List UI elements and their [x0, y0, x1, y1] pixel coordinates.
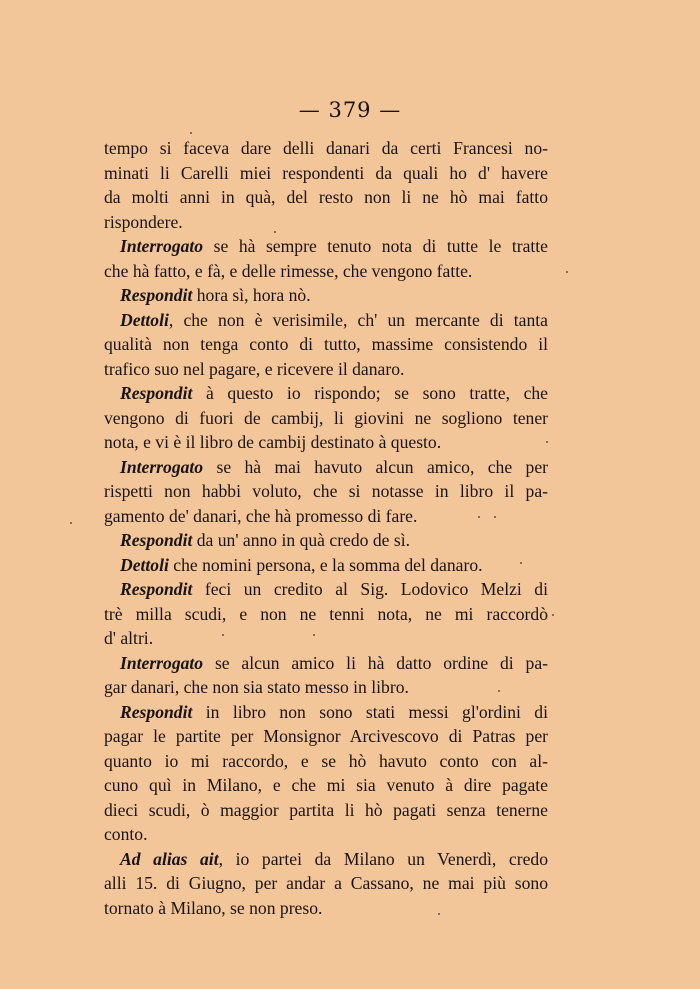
text-line	[104, 528, 548, 553]
text-line: nota, e vi è il libro de cambij destinato à questo.	[104, 432, 442, 452]
print-speck	[70, 522, 72, 524]
print-speck	[274, 231, 276, 233]
body-text	[104, 136, 548, 920]
print-speck	[478, 516, 480, 518]
speaker-label: Interrogato	[120, 456, 204, 477]
line-text: in libro non sono stati messi gl'ordini di	[192, 701, 548, 722]
print-speck	[520, 562, 522, 564]
text-line	[104, 455, 548, 480]
print-speck	[546, 441, 548, 443]
text-line	[104, 847, 548, 872]
print-speck	[190, 132, 192, 134]
line-text: se hà mai havuto alcun amico, che per	[203, 456, 548, 477]
text-line: alli 15. di Giugno, per andar a Cassano, ne mai più sono	[104, 873, 548, 893]
text-line: d' altri.	[104, 628, 154, 648]
text-line: pagar le partite per Monsignor Arcivescovo di Patras per	[104, 726, 548, 746]
text-line: tempo si faceva dare delli danari da certi Francesi no-	[104, 138, 548, 158]
line-text: se alcun amico li hà datto ordine di pa-	[203, 652, 548, 673]
speaker-label: Respondit	[120, 530, 193, 550]
text-line: dieci scudi, ò maggior partita li hò pagati senza tenerne	[104, 799, 548, 820]
line-text: che nomini persona, e la somma del danaro.	[168, 554, 483, 575]
line-text: da un' anno in quà credo de sì.	[192, 530, 410, 550]
text-line	[104, 234, 548, 259]
speaker-label: Respondit	[120, 701, 193, 722]
text-line: rispetti non habbi voluto, che si notasse in libro il pa-	[104, 481, 548, 501]
speaker-label: Dettoli	[120, 554, 169, 575]
line-text: , io partei da Milano un Venerdì, credo	[218, 848, 548, 869]
print-speck	[313, 634, 315, 636]
print-speck	[438, 913, 440, 915]
print-speck	[222, 634, 224, 636]
text-line: conto.	[104, 824, 148, 844]
text-line: qualità non tenga conto di tutto, massime consistendo il	[104, 334, 548, 354]
text-line: cuno quì in Milano, e che mi sia venuto à dire pagate	[104, 775, 548, 795]
text-line: gar danari, che non sia stato messo in libro.	[104, 677, 409, 697]
text-line: quanto io mi raccordo, e se hò havuto conto con al-	[104, 750, 548, 771]
text-line: tornato à Milano, se non preso.	[104, 897, 323, 918]
text-line	[104, 308, 548, 333]
text-line: trafico suo nel pagare, e ricevere il danaro.	[104, 358, 405, 379]
print-speck	[498, 690, 500, 692]
line-text: , che non è verisimile, ch' un mercante di tanta	[168, 309, 548, 330]
line-text: à questo io rispondo; se sono tratte, che	[192, 383, 548, 403]
speaker-label: Respondit	[120, 285, 193, 305]
text-line: da molti anni in quà, del resto non li ne hò mai fatto	[104, 187, 548, 207]
speaker-label: Respondit	[120, 579, 193, 599]
speaker-label: Dettoli	[120, 309, 169, 330]
speaker-label: Interrogato	[120, 652, 204, 673]
text-line	[104, 553, 548, 578]
page-number: — 379 —	[298, 98, 402, 122]
text-line: che hà fatto, e fà, e delle rimesse, che vengono fatte.	[104, 260, 473, 281]
print-speck	[552, 614, 554, 616]
line-text: hora sì, hora nò.	[192, 285, 311, 305]
text-line	[104, 381, 548, 406]
text-line: gamento de' danari, che hà promesso di fare.	[104, 505, 418, 526]
text-line: rispondere.	[104, 211, 183, 232]
print-speck	[494, 516, 496, 518]
print-speck	[566, 271, 568, 273]
line-text: feci un credito al Sig. Lodovico Melzi di	[192, 579, 548, 599]
text-line: vengono di fuori de cambij, li giovini ne sogliono tener	[104, 407, 548, 428]
speaker-label: Interrogato	[120, 236, 204, 256]
text-line: minati li Carelli miei respondenti da quali ho d' havere	[104, 162, 548, 183]
text-line	[104, 283, 548, 308]
text-line	[104, 700, 548, 725]
text-line: trè milla scudi, e non ne tenni nota, ne mi raccordò	[104, 603, 548, 624]
line-text: se hà sempre tenuto nota di tutte le tratte	[203, 236, 548, 256]
text-line	[104, 577, 548, 602]
speaker-label: Ad alias ait	[120, 848, 219, 869]
speaker-label: Respondit	[120, 383, 193, 403]
text-line	[104, 651, 548, 676]
